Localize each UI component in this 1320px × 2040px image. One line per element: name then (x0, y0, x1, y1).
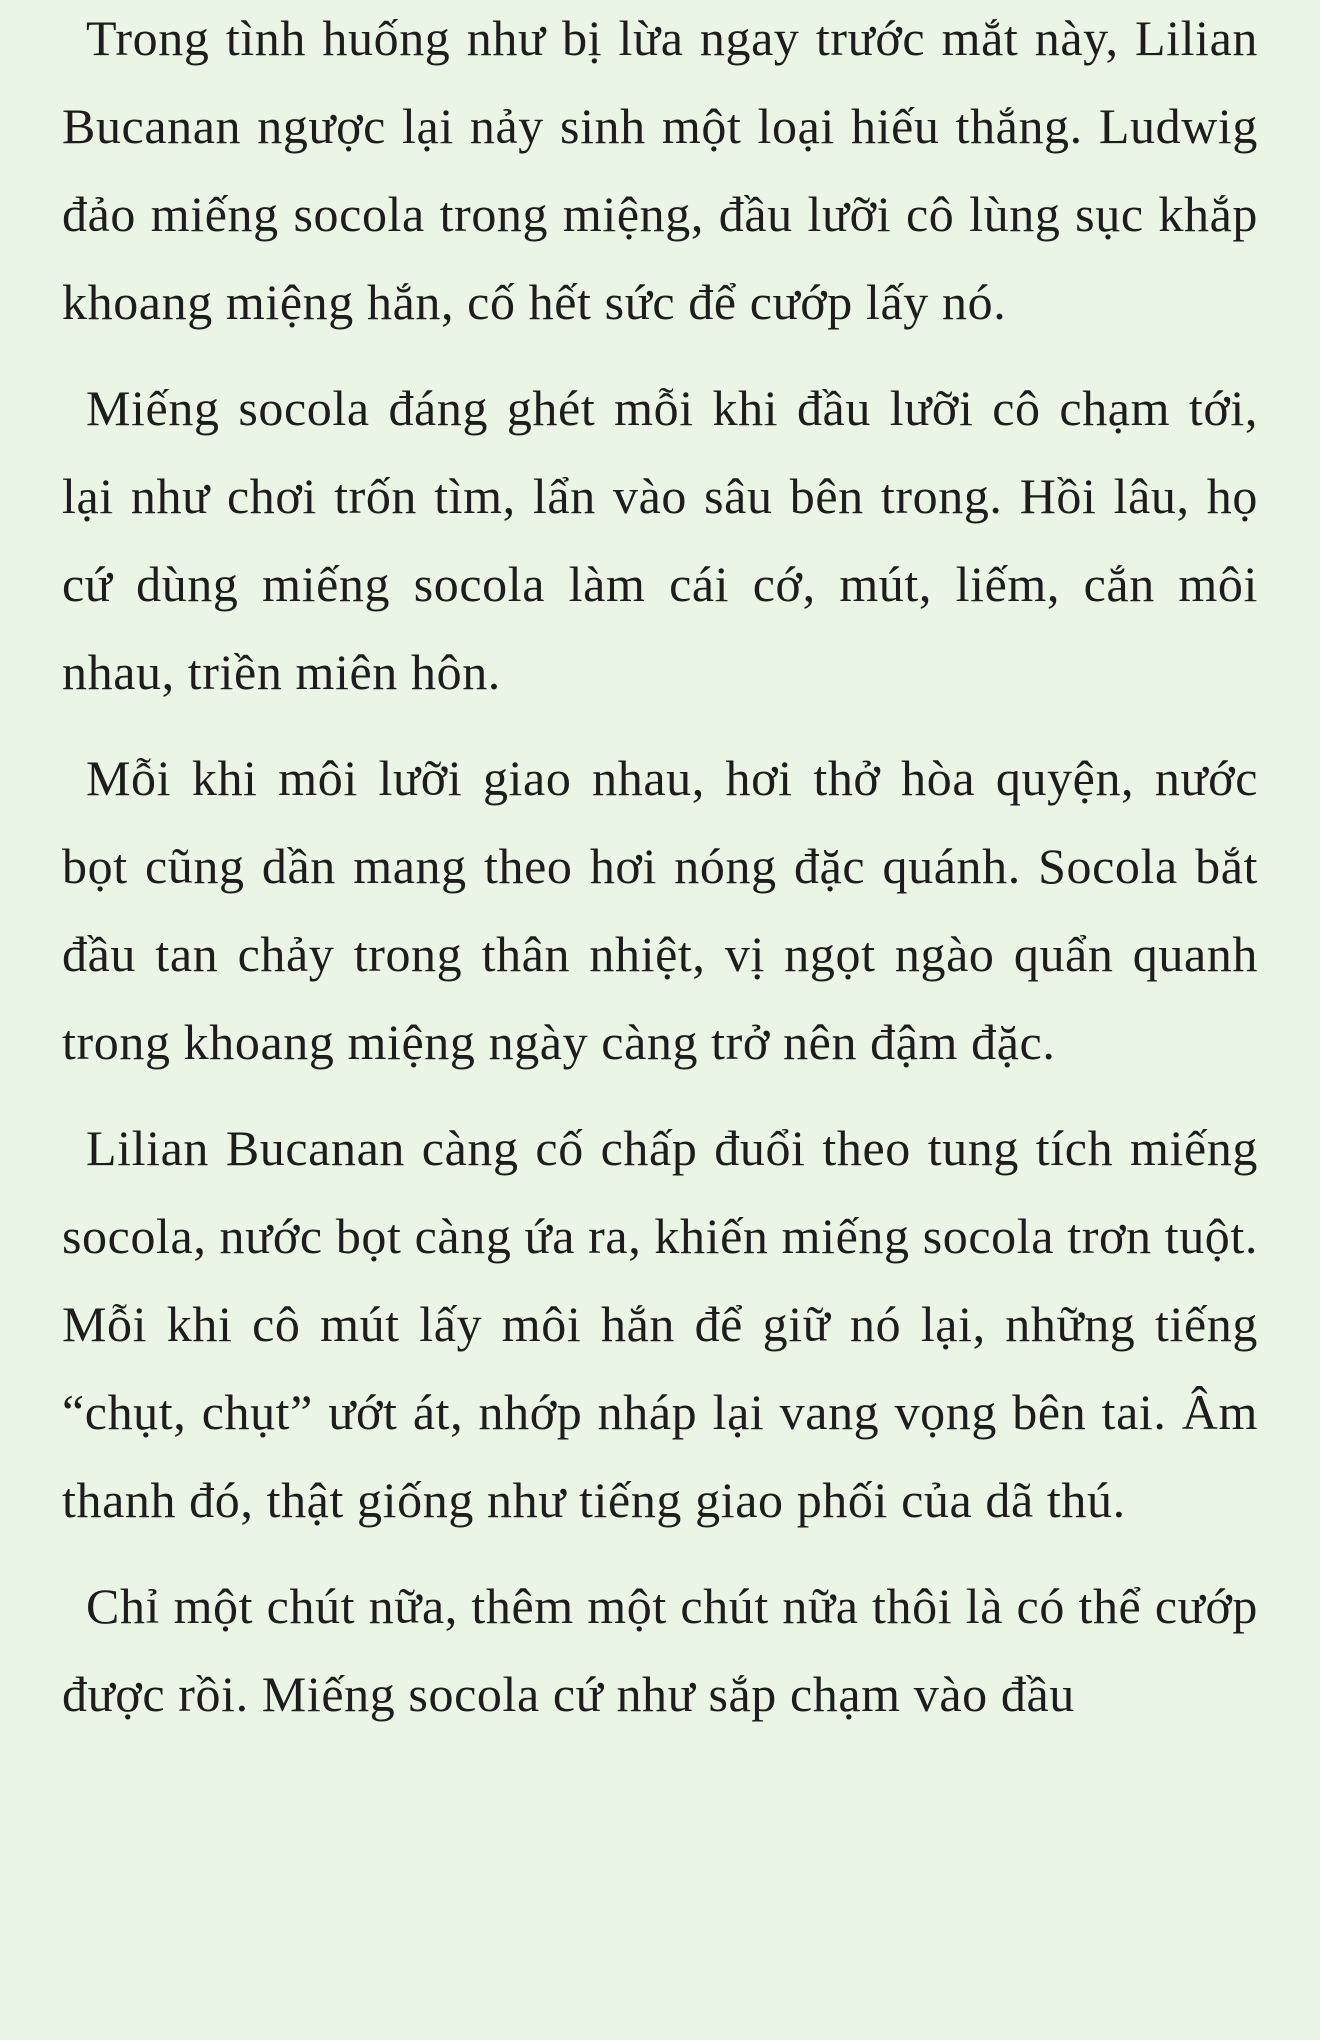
paragraph-1: Trong tình huống như bị lừa ngay trước mắt này, Lilian Bucanan ngược lại nảy sinh một loại hiếu thắng. Ludwig đảo miếng socola trong miệng, đầu lưỡi cô lùng sục khắp khoang miệng hắn, cố hết sức để cướp lấy nó. (62, 10, 1258, 330)
paragraph-2: Miếng socola đáng ghét mỗi khi đầu lưỡi cô chạm tới, lại như chơi trốn tìm, lẩn vào sâu bên trong. Hồi lâu, họ cứ dùng miếng socola làm cái cớ, mút, liếm, cắn môi nhau, triền miên hôn. (62, 380, 1258, 700)
paragraph-4: Lilian Bucanan càng cố chấp đuổi theo tung tích miếng socola, nước bọt càng ứa ra, khiến miếng socola trơn tuột. Mỗi khi cô mút lấy môi hắn để giữ nó lại, những tiếng “chụt, chụt” ướt át, nhớp nháp lại vang vọng bên tai. Âm thanh đó, thật giống như tiếng giao phối của dã thú. (62, 1120, 1258, 1528)
paragraph-5: Chỉ một chút nữa, thêm một chút nữa thôi là có thể cướp được rồi. Miếng socola cứ như sắp chạm vào đầu (62, 1578, 1258, 1722)
paragraph-3: Mỗi khi môi lưỡi giao nhau, hơi thở hòa quyện, nước bọt cũng dần mang theo hơi nóng đặc quánh. Socola bắt đầu tan chảy trong thân nhiệt, vị ngọt ngào quẩn quanh trong khoang miệng ngày càng trở nên đậm đặc. (62, 750, 1258, 1070)
